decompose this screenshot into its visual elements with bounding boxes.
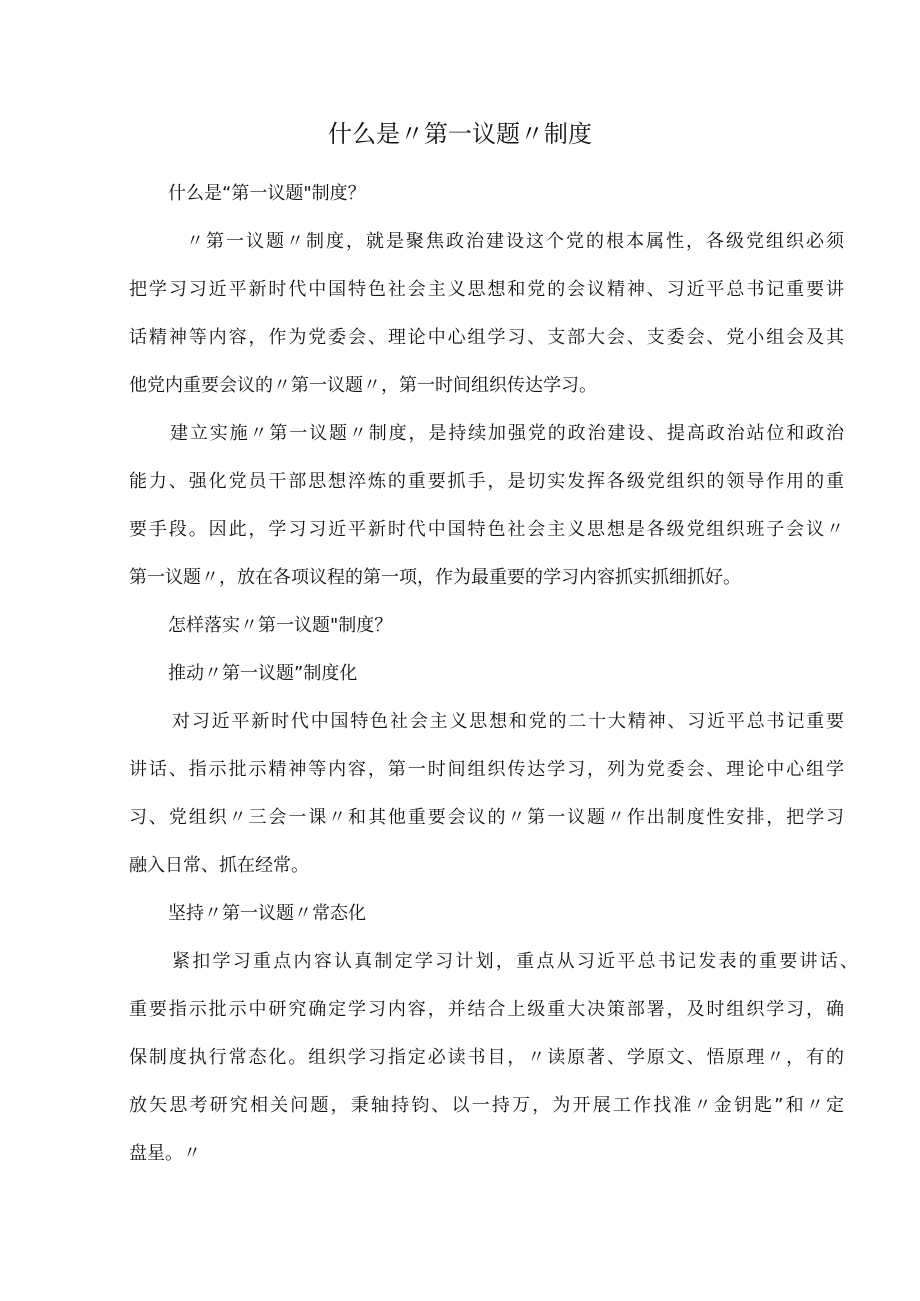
paragraph-line: 讲话、指示批示精神等内容，第一时间组织传达学习，列为党委会、理论中心组学: [129, 759, 844, 780]
paragraph-line: 把学习习近平新时代中国特色社会主义思想和党的会议精神、习近平总书记重要讲: [129, 279, 844, 300]
paragraph-line: 放矢思考研究相关问题，秉轴持钧、以一持万，为开展工作找准〃金钥匙”和〃定: [129, 1095, 844, 1116]
paragraph-line: 融入日常、抓在经常。: [129, 855, 309, 876]
paragraph-line: 第一议题〃，放在各项议程的第一项，作为最重要的学习内容抓实抓细抓好。: [129, 567, 741, 588]
paragraph-line: 重要指示批示中研究确定学习内容，并结合上级重大决策部署，及时组织学习，确: [129, 999, 844, 1020]
paragraph-line: 话精神等内容，作为党委会、理论中心组学习、支部大会、支委会、党小组会及其: [129, 327, 844, 348]
paragraph-line: 习、党组织〃三会一课〃和其他重要会议的〃第一议题〃作出制度性安排，把学习: [129, 807, 844, 828]
paragraph-line: 他党内重要会议的〃第一议题〃，第一时间组织传达学习。: [129, 375, 597, 396]
document-title: 什么是〃第一议题〃制度: [328, 120, 592, 148]
paragraph-line: 要手段。因此，学习习近平新时代中国特色社会主义思想是各级党组织班子会议〃: [129, 519, 844, 540]
paragraph-line: 能力、强化党员干部思想淬炼的重要抓手，是切实发挥各级党组织的领导作用的重: [129, 471, 844, 492]
paragraph-line: 盘星。〃: [129, 1143, 201, 1164]
paragraph-line: 对习近平新时代中国特色社会主义思想和党的二十大精神、习近平总书记重要: [172, 711, 844, 732]
paragraph-line: 建立实施〃第一议题〃制度，是持续加强党的政治建设、提高政治站位和政治: [170, 423, 844, 444]
paragraph-line: 紧扣学习重点内容认真制定学习计划，重点从习近平总书记发表的重要讲话、: [172, 951, 858, 972]
section-heading: 怎样落实〃第一议题"制度？: [168, 615, 393, 636]
subsection-heading: 坚持〃第一议题〃常态化: [168, 903, 366, 924]
paragraph-line: 〃第一议题〃制度，就是聚焦政治建设这个党的根本属性，各级党组织必须: [186, 231, 844, 252]
subsection-heading: 推动〃第一议题”制度化: [168, 663, 358, 684]
paragraph-line: 保制度执行常态化。组织学习指定必读书目，〃读原著、学原文、悟原理〃，有的: [129, 1047, 844, 1068]
section-heading: 什么是“第一议题"制度？: [168, 183, 366, 204]
